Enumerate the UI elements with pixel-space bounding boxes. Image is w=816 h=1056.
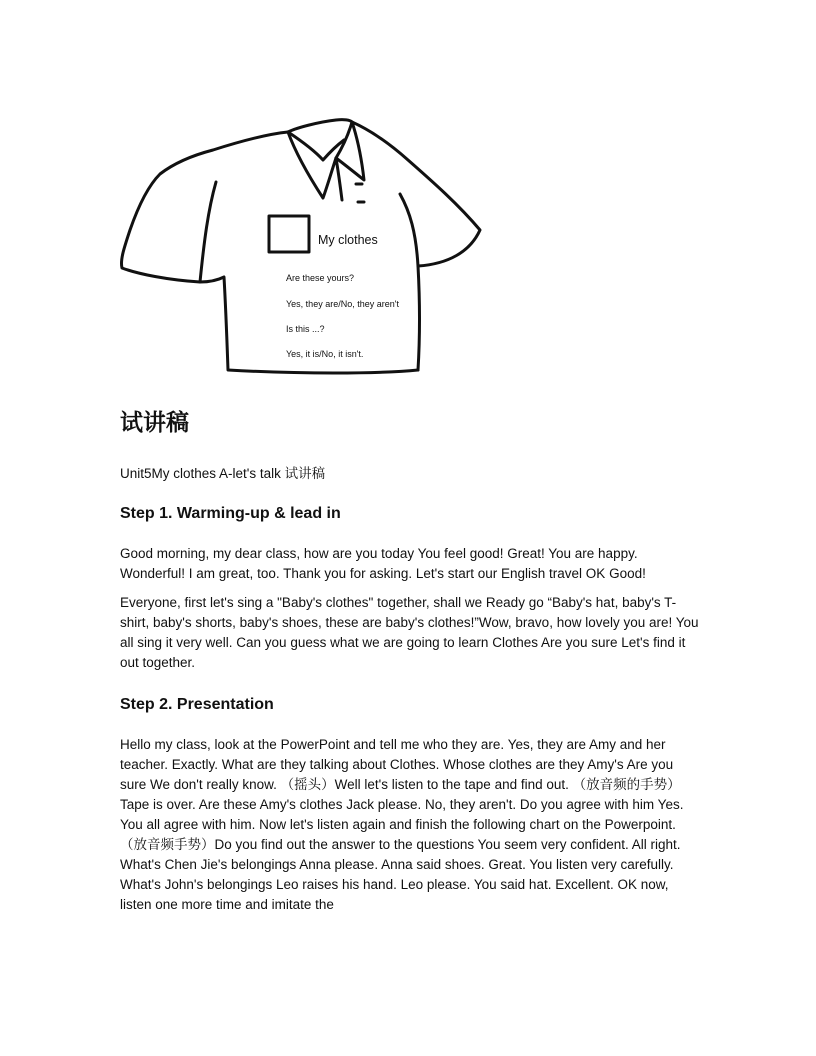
document-body	[120, 403, 700, 915]
step2-heading: Step 2. Presentation	[120, 696, 274, 713]
shirt-illustration	[118, 112, 490, 380]
shirt-title: My clothes	[318, 233, 378, 247]
document-subtitle: Unit5My clothes A-let's talk 试讲稿	[120, 466, 326, 481]
step1-paragraph-2: Everyone, first let's sing a "Baby's clothes" together, shall we Ready go “Baby's hat, baby's T-shirt, baby's shorts, baby's shoes, these are baby's clothes!”Wow, bravo, how lovely you are! You all sing it very well. Can you guess what we are going to learn Clothes Are you sure Let's find it out together.	[120, 595, 699, 670]
step1-heading: Step 1. Warming-up & lead in	[120, 505, 341, 522]
document-title: 试讲稿	[120, 410, 189, 436]
step2-paragraph: Hello my class, look at the PowerPoint and tell me who they are. Yes, they are Amy and her teacher. Exactly. What are they talking about Clothes. Whose clothes are they Amy's Are you sure We don't really know. （摇头）Well let's listen to the tape and find out. （放音频的手势）Tape is over. Are these Amy's clothes Jack please. No, they aren't. Do you agree with him Yes. You all agree with him. Now let's listen again and finish the following chart on the Powerpoint. （放音频手势）Do you find out the answer to the questions You seem very confident. All right. What's Chen Jie's belongings Anna please. Anna said shoes. Great. You listen very carefully. What's John's belongings Leo raises his hand. Leo please. You said hat. Excellent. OK now, listen one more time and imitate the	[120, 737, 684, 912]
shirt-line-2: Yes, they are/No, they aren't	[286, 299, 399, 309]
shirt-line-3: Is this ...?	[286, 324, 325, 334]
shirt-line-4: Yes, it is/No, it isn't.	[286, 349, 364, 359]
step1-paragraph-1: Good morning, my dear class, how are you today You feel good! Great! You are happy. Wonderful! I am great, too. Thank you for asking. Let's start our English travel OK Good!	[120, 546, 646, 581]
shirt-line-1: Are these yours?	[286, 273, 355, 283]
shirt-icon	[118, 112, 490, 380]
